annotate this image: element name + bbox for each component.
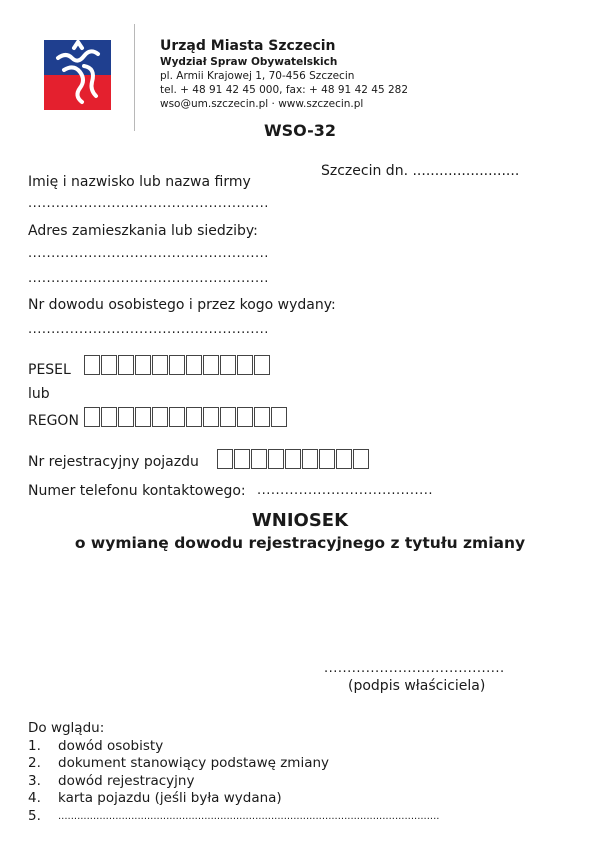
digit-box[interactable]: [101, 355, 117, 375]
form-code: WSO-32: [264, 121, 336, 140]
digit-box[interactable]: [254, 407, 270, 427]
list-item-text: dokument stanowiący podstawę zmiany: [58, 755, 330, 771]
digit-box[interactable]: [237, 355, 253, 375]
list-item[interactable]: [28, 808, 439, 826]
digit-box[interactable]: [271, 407, 287, 427]
digit-box[interactable]: [251, 449, 267, 469]
id-document-label: Nr dowodu osobistego i przez kogo wydany:: [28, 297, 336, 313]
office-phone: tel. + 48 91 42 45 000, fax: + 48 91 42 45 282: [160, 84, 409, 96]
digit-box[interactable]: [220, 407, 236, 427]
digit-box[interactable]: [84, 407, 100, 427]
attachments-list: [28, 720, 439, 825]
list-item-text: karta pojazdu (jeśli była wydana): [58, 790, 282, 806]
digit-box[interactable]: [285, 449, 301, 469]
digit-box[interactable]: [118, 407, 134, 427]
digit-box[interactable]: [237, 407, 253, 427]
document-subtitle: o wymianę dowodu rejestracyjnego z tytułu zmiany: [74, 534, 526, 552]
digit-box[interactable]: [336, 449, 352, 469]
list-item-text: dowód rejestracyjny: [58, 772, 195, 789]
attachments-heading: Do wglądu:: [28, 720, 105, 736]
digit-box[interactable]: [186, 407, 202, 427]
digit-box[interactable]: [217, 449, 233, 469]
name-field[interactable]: ....................................................: [28, 196, 269, 211]
regon-label: REGON: [28, 413, 79, 429]
signature-field[interactable]: .......................................: [324, 661, 505, 676]
digit-box[interactable]: [319, 449, 335, 469]
regon-input-boxes[interactable]: [84, 407, 287, 427]
plate-label: Nr rejestracyjny pojazdu: [28, 454, 199, 470]
szczecin-griffin-logo-icon: [44, 40, 111, 110]
digit-box[interactable]: [101, 407, 117, 427]
plate-input-boxes[interactable]: [217, 449, 369, 469]
digit-box[interactable]: [302, 449, 318, 469]
digit-box[interactable]: [135, 407, 151, 427]
list-item: [28, 738, 439, 756]
list-item: [28, 790, 439, 808]
digit-box[interactable]: [135, 355, 151, 375]
digit-box[interactable]: [169, 407, 185, 427]
digit-box[interactable]: [254, 355, 270, 375]
digit-box[interactable]: [234, 449, 250, 469]
digit-box[interactable]: [268, 449, 284, 469]
address-field-1[interactable]: ....................................................: [28, 246, 269, 261]
or-label: lub: [28, 386, 50, 402]
digit-box[interactable]: [203, 355, 219, 375]
other-document-field[interactable]: ........................................................................................................................: [58, 810, 440, 822]
digit-box[interactable]: [186, 355, 202, 375]
digit-box[interactable]: [152, 355, 168, 375]
document-title: WNIOSEK: [251, 510, 349, 531]
header-divider: [134, 24, 135, 131]
list-item: [28, 755, 439, 773]
digit-box[interactable]: [203, 407, 219, 427]
id-document-field[interactable]: ....................................................: [28, 322, 269, 337]
list-item: [28, 773, 439, 791]
list-item-number: 5.: [28, 807, 41, 824]
digit-box[interactable]: [220, 355, 236, 375]
address-field-2[interactable]: ....................................................: [28, 271, 269, 286]
digit-box[interactable]: [84, 355, 100, 375]
name-label: Imię i nazwisko lub nazwa firmy: [28, 174, 251, 190]
digit-box[interactable]: [152, 407, 168, 427]
pesel-label: PESEL: [28, 362, 71, 378]
office-name: Urząd Miasta Szczecin: [160, 38, 336, 54]
list-item-number: 3.: [28, 772, 41, 789]
list-item-number: 4.: [28, 790, 41, 806]
list-item-number: 1.: [28, 737, 41, 754]
digit-box[interactable]: [118, 355, 134, 375]
department-name: Wydział Spraw Obywatelskich: [160, 56, 338, 68]
date-line[interactable]: Szczecin dn. ........................: [321, 163, 520, 179]
pesel-input-boxes[interactable]: [84, 355, 270, 375]
digit-box[interactable]: [169, 355, 185, 375]
signature-label: (podpis właściciela): [348, 678, 486, 694]
office-contact: wso@um.szczecin.pl · www.szczecin.pl: [160, 98, 364, 110]
phone-field[interactable]: ......................................: [257, 483, 434, 498]
list-item-text: dowód osobisty: [58, 737, 164, 754]
office-header: [160, 38, 408, 111]
office-address: pl. Armii Krajowej 1, 70-456 Szczecin: [160, 70, 355, 82]
address-label: Adres zamieszkania lub siedziby:: [28, 223, 258, 239]
phone-label: Numer telefonu kontaktowego:: [28, 483, 246, 499]
list-item-number: 2.: [28, 755, 41, 771]
digit-box[interactable]: [353, 449, 369, 469]
